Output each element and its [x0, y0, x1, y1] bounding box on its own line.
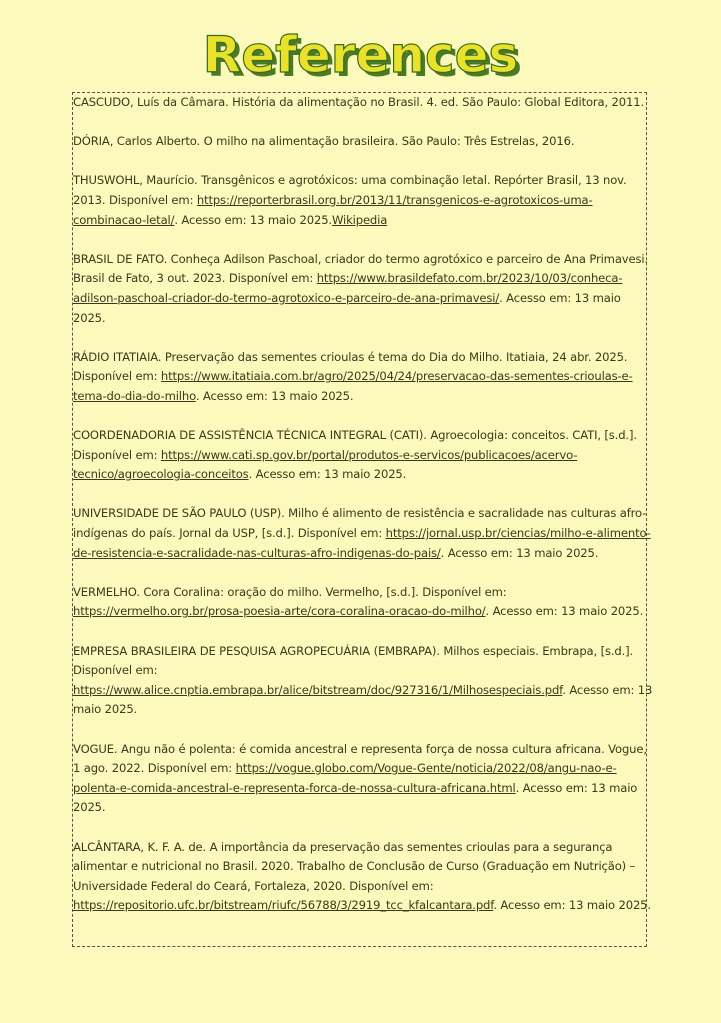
reference-text: VERMELHO. Cora Coralina: oração do milho. Vermelho, [s.d.]. Disponível em: — [73, 584, 507, 599]
reference-link[interactable]: https://repositorio.ufc.br/bitstream/riufc/56788/3/2919_tcc_kfalcantara.pdf — [73, 898, 494, 913]
reference-entry — [73, 93, 653, 113]
reference-text: THUSWOHL, Maurício. Transgênicos e agrotóxicos: uma combinação letal. Repórter Brasil, 13 nov. 2013. Disponível em: — [73, 173, 627, 207]
reference-text: VOGUE. Angu não é polenta: é comida ancestral e representa força de nossa cultura africana. Vogue, 1 ago. 2022. Disponível em: — [73, 741, 647, 776]
reference-access-date: . Acesso em: 13 maio 2025. — [248, 467, 407, 482]
reference-link[interactable]: https://reporterbrasil.org.br/2013/11/transgenicos-e-agrotoxicos-uma-combinacao-letal/ — [73, 192, 593, 227]
reference-access-date: . Acesso em: 13 maio 2025. — [73, 682, 653, 717]
reference-entry — [73, 740, 653, 818]
reference-text: UNIVERSIDADE DE SÃO PAULO (USP). Milho é alimento de resistência e sacralidade nas culturas afro-indígenas do país. Jornal da USP, [s.d.]. Disponível em: — [73, 506, 647, 541]
reference-entry — [73, 250, 653, 328]
reference-text: DÓRIA, Carlos Alberto. O milho na alimentação brasileira. São Paulo: Três Estrelas, 2016. — [73, 134, 575, 149]
reference-link[interactable]: https://www.brasildefato.com.br/2023/10/03/conheca-adilson-paschoal-criador-do-termo-agrotoxico-e-parceiro-de-ana-primavesi/ — [73, 271, 623, 305]
reference-text: EMPRESA BRASILEIRA DE PESQUISA AGROPECUÁRIA (EMBRAPA). Milhos especiais. Embrapa, [s.d.]. Disponível em: — [73, 643, 634, 678]
reference-access-date: . Acesso em: 13 maio 2025. — [493, 898, 651, 913]
reference-entry — [73, 171, 653, 230]
reference-list — [73, 93, 653, 936]
reference-entry — [73, 426, 653, 485]
reference-text: RÁDIO ITATIAIA. Preservação das sementes crioulas é tema do Dia do Milho. Itatiaia, 24 abr. 2025. Disponível em: — [73, 349, 628, 384]
reference-access-date: . Acesso em: 13 maio 2025. — [195, 388, 354, 403]
reference-entry — [73, 838, 653, 916]
reference-access-date: . Acesso em: 13 maio 2025. — [73, 290, 621, 325]
reference-text: COORDENADORIA DE ASSISTÊNCIA TÉCNICA INTEGRAL (CATI). Agroecologia: conceitos. CATI, [s.d.]. Disponível em: — [73, 428, 637, 462]
reference-entry — [73, 504, 653, 563]
reference-link[interactable]: https://jornal.usp.br/ciencias/milho-e-alimento-de-resistencia-e-sacralidade-nas-culturas-afro-indigenas-do-pais/ — [73, 526, 651, 560]
reference-entry — [73, 642, 653, 720]
reference-source-link[interactable]: Wikipedia — [331, 212, 388, 227]
reference-link[interactable]: https://www.itatiaia.com.br/agro/2025/04/24/preservacao-das-sementes-crioulas-e-tema-do-dia-do-milho — [73, 369, 633, 403]
reference-access-date: . Acesso em: 13 maio 2025. — [485, 604, 644, 619]
reference-text: ALCÂNTARA, K. F. A. de. A importância da preservação das sementes crioulas para a segurança alimentar e nutricional no Brasil. 2020. Trabalho de Conclusão de Curso (Graduação em Nutrição) – Universidade Federal do Ceará, Fortaleza, 2020. Disponível em: — [73, 839, 636, 893]
reference-access-date: . Acesso em: 13 maio 2025. — [440, 545, 599, 560]
reference-text: CASCUDO, Luís da Câmara. História da alimentação no Brasil. 4. ed. São Paulo: Global Editora, 2011. — [73, 95, 644, 109]
reference-access-date: . Acesso em: 13 maio 2025. — [174, 212, 332, 227]
page-title: References — [202, 26, 519, 84]
reference-access-date: . Acesso em: 13 maio 2025. — [73, 780, 638, 815]
reference-link[interactable]: https://www.cati.sp.gov.br/portal/produtos-e-servicos/publicacoes/acervo-tecnico/agroecologia-conceitos — [73, 447, 578, 482]
reference-link[interactable]: https://www.alice.cnptia.embrapa.br/alice/bitstream/doc/927316/1/Milhosespeciais.pdf — [73, 682, 563, 697]
reference-link[interactable]: https://vermelho.org.br/prosa-poesia-arte/cora-coralina-oracao-do-milho/ — [73, 604, 486, 619]
reference-entry — [73, 348, 653, 407]
reference-text: BRASIL DE FATO. Conheça Adilson Paschoal, criador do termo agrotóxico e parceiro de Ana Primavesi. Brasil de Fato, 3 out. 2023. Disponível em: — [73, 251, 648, 286]
reference-link[interactable]: https://vogue.globo.com/Vogue-Gente/noticia/2022/08/angu-nao-e-polenta-e-comida-ancestral-e-representa-forca-de-nossa-cultura-africana.html — [73, 761, 617, 795]
reference-entry — [73, 583, 653, 622]
reference-entry — [73, 132, 653, 152]
